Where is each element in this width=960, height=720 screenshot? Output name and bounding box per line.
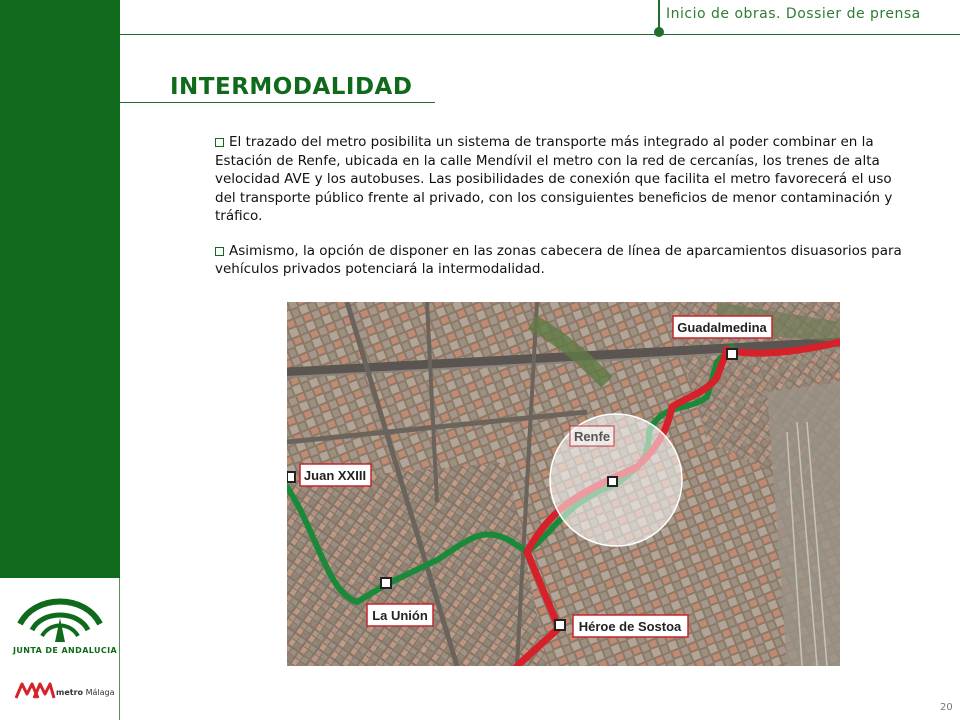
aerial-map (287, 302, 840, 666)
label-guadalmedina: Guadalmedina (677, 320, 767, 335)
page-title: INTERMODALIDAD (170, 74, 413, 100)
malaga-wordmark: Málaga (85, 688, 115, 697)
body-text (215, 133, 905, 295)
paragraph-1 (215, 133, 905, 226)
paragraph-2-text: Asimismo, la opción de disponer en las zonas cabecera de línea de aparcamientos disuasorios para vehículos privados potenciará la intermodalidad. (215, 242, 902, 277)
title-underline (120, 102, 435, 103)
station-label-guadalmedina (673, 316, 772, 338)
page-number: 20 (940, 702, 953, 713)
label-juan-xxiii: Juan XXIII (303, 468, 367, 483)
metro-wordmark-bold: metro (56, 688, 84, 697)
station-label-heroe-de-sostoa (573, 615, 688, 637)
header-title: Inicio de obras. Dossier de prensa (666, 6, 921, 22)
station-label-la-union (367, 604, 433, 626)
metro-malaga-wordmark (56, 688, 115, 697)
header-rule (120, 34, 960, 35)
header-dot (654, 27, 664, 37)
checkbox-bullet-icon (215, 138, 224, 147)
paragraph-1-text: El trazado del metro posibilita un sistema de transporte más integrado al poder combinar en la Estación de Renfe, ubicada en la calle Mendívil el metro con la red de cercanías, los trenes de alta velocidad AVE y los autobuses. Las posibilidades de conexión que facilita el metro favorecerá el uso del transporte público frente al privado, con los consiguientes beneficios de menor contaminación y tráfico. (215, 134, 893, 224)
station-label-juan-xxiii (300, 464, 371, 486)
junta-andalucia-wordmark: JUNTA DE ANDALUCIA (13, 646, 118, 655)
label-la-union: La Unión (372, 608, 428, 623)
label-renfe: Renfe (573, 429, 611, 444)
left-sidebar-band (0, 0, 120, 578)
station-label-renfe (570, 426, 614, 446)
sidebar-divider (119, 578, 120, 720)
checkbox-bullet-icon (215, 247, 224, 256)
paragraph-2 (215, 242, 905, 279)
label-heroe-de-sostoa: Héroe de Sostoa (578, 619, 682, 634)
